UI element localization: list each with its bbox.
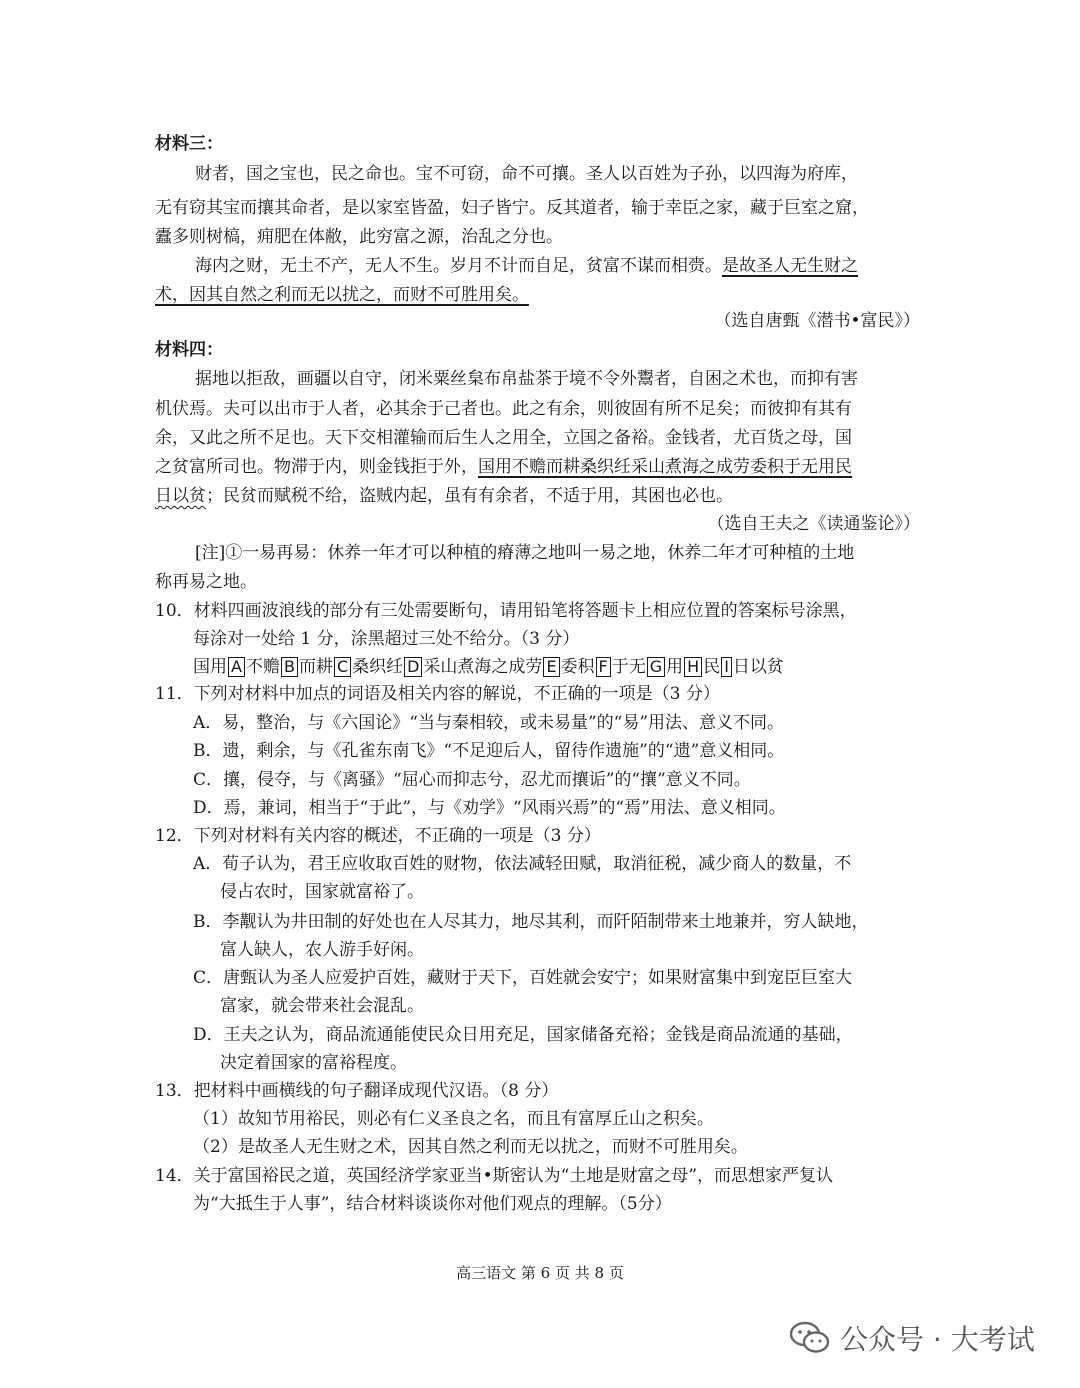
question-11-stem: 11．下列对材料中加点的词语及相关内容的解说，不正确的一项是（3 分） — [155, 684, 720, 704]
material-3-line: 财者，国之宝也，民之命也。宝不可窃，命不可攘。圣人以百姓为子孙，以四海为府库， — [195, 164, 858, 184]
question-10-stem: 10．材料四画波浪线的部分有三处需要断句，请用铅笔将答题卡上相应位置的答案标号涂黑， — [155, 601, 857, 621]
wavy-underlined-text: 日以贫 — [155, 486, 206, 506]
annotation-note: 称再易之地。 — [155, 572, 257, 592]
question-11-option-c[interactable]: C．攘，侵夺，与《离骚》“屈心而抑志兮，忍尤而攘诟”的“攘”意义不同。 — [193, 770, 751, 790]
material-3-line — [195, 255, 858, 277]
segment: 于无 — [611, 657, 646, 677]
segment: 而耕 — [298, 657, 333, 677]
segment: 民 — [703, 657, 721, 677]
question-12-option-a-cont: 侵占农时，国家就富裕了。 — [220, 882, 424, 902]
material-3-line — [155, 284, 529, 306]
sentence-break-options — [193, 656, 784, 678]
underlined-sentence: 术，因其自然之利而无以扰之，而财不可胜用矣。 — [155, 285, 529, 305]
material-3-source: （选自唐甄《潜书•富民》） — [714, 311, 920, 331]
material-4-line — [155, 485, 733, 507]
segment: 桑织纴 — [352, 657, 404, 677]
break-mark-box[interactable]: B — [281, 657, 298, 677]
segment: 不赡 — [245, 657, 280, 677]
question-11-option-b[interactable]: B．遗，剩余，与《孔雀东南飞》“不足迎后人，留待作遗施”的“遗”意义相同。 — [193, 741, 785, 761]
material-3-text: 海内之财，无土不产，无人不生。岁月不计而自足，贫富不谋而相赍。 — [195, 256, 722, 276]
material-4-source: （选自王夫之《读通鉴论》） — [707, 514, 920, 534]
material-3-line: 无有窃其宝而攘其命者，是以家室皆盈，妇子皆宁。反其道者，输于幸臣之家，藏于巨室之窟， — [155, 198, 869, 218]
question-12-option-d[interactable]: D．王夫之认为，商品流通能使民众日用充足，国家储备充裕；金钱是商品流通的基础， — [193, 1025, 853, 1045]
break-mark-box[interactable]: E — [543, 657, 559, 677]
break-mark-box[interactable]: H — [684, 657, 702, 677]
material-4-line: 据地以拒敌，画疆以自守，闭米粟丝枲布帛盐茶于境不令外鬻者，自困之术也，而抑有害 — [195, 369, 858, 389]
annotation-note: [注]①一易再易：休养一年才可以种植的瘠薄之地叫一易之地，休养二年才可种植的土地 — [195, 543, 855, 563]
question-11-option-a[interactable]: A．易，整治，与《六国论》“当与秦相较，或未易量”的“易”用法、意义不同。 — [193, 713, 785, 733]
question-12-option-c[interactable]: C．唐甄认为圣人应爱护百姓，藏财于天下，百姓就会安宁；如果财富集中到宠臣巨室大 — [193, 968, 853, 988]
segment: 采山煮海之成劳 — [423, 657, 543, 677]
break-mark-box[interactable]: D — [404, 657, 422, 677]
page-footer: 高三语文 第 6 页 共 8 页 — [456, 1264, 624, 1282]
underlined-sentence: 国用不赡而耕桑织纴采山煮海之成劳委积于无用民 — [478, 457, 852, 477]
watermark-text: 公众号 · 大考试 — [840, 1323, 1035, 1356]
segment: 委积 — [560, 657, 595, 677]
question-12-option-a[interactable]: A．荀子认为，君王应收取百姓的财物，依法减轻田赋，取消征税，减少商人的数量，不 — [193, 854, 852, 874]
segment: 日以贫 — [732, 657, 784, 677]
question-12-option-b[interactable]: B．李觏认为井田制的好处也在人尽其力，地尽其利，而阡陌制带来土地兼并，穷人缺地， — [193, 912, 869, 932]
question-10-stem: 每涂对一处给 1 分，涂黑超过三处不给分。（3 分） — [193, 629, 580, 649]
material-4-text: ；民贫而赋税不给，盗贼内起，虽有有余者，不适于用，其困也必也。 — [206, 486, 733, 506]
question-12-option-b-cont: 富人缺人，农人游手好闲。 — [220, 940, 424, 960]
break-mark-box[interactable]: I — [721, 657, 732, 677]
segment: 用 — [666, 657, 684, 677]
material-4-line — [155, 456, 852, 478]
break-mark-box[interactable]: C — [334, 657, 351, 677]
question-14-stem: 为“大抵生于人事”，结合材料谈谈你对他们观点的理解。（5分） — [193, 1194, 672, 1214]
question-12-option-d-cont: 决定着国家的富裕程度。 — [220, 1053, 407, 1073]
question-13-sentence-1: （1）故知节用裕民，则必有仁义圣良之名，而且有富厚丘山之积矣。 — [193, 1109, 714, 1129]
material-4-line: 机伏焉。夫可以出市于人者，必其余于己者也。此之有余，则彼固有所不足矣；而彼抑有其有 — [155, 399, 852, 419]
question-13-sentence-2: （2）是故圣人无生财之术，因其自然之利而无以扰之，而财不可胜用矣。 — [193, 1137, 748, 1157]
material-3-heading: 材料三： — [155, 134, 223, 154]
underlined-sentence: 是故圣人无生财之 — [722, 256, 858, 276]
segment: 国用 — [193, 657, 227, 677]
question-13-stem: 13．把材料中画横线的句子翻译成现代汉语。（8 分） — [155, 1081, 559, 1101]
material-4-line: 余，又此之所不足也。天下交相灌输而后生人之用全，立国之备裕。金钱者，尤百货之母，国 — [155, 428, 852, 448]
question-14-stem: 14．关于富国裕民之道，英国经济学家亚当•斯密认为“土地是财富之母”，而思想家严复认 — [155, 1166, 834, 1186]
material-4-heading: 材料四： — [155, 340, 223, 360]
watermark — [790, 1318, 1035, 1358]
question-11-option-d[interactable]: D．焉，兼词，相当于“于此”，与《劝学》“风雨兴焉”的“焉”用法、意义相同。 — [193, 798, 786, 818]
break-mark-box[interactable]: A — [228, 657, 245, 677]
question-12-stem: 12．下列对材料有关内容的概述，不正确的一项是（3 分） — [155, 826, 601, 846]
question-12-option-c-cont: 富家，就会带来社会混乱。 — [220, 996, 424, 1016]
wechat-icon — [790, 1321, 830, 1355]
material-4-text: 之贫富所司也。物滞于内，则金钱拒于外， — [155, 457, 478, 477]
break-mark-box[interactable]: F — [596, 657, 611, 677]
break-mark-box[interactable]: G — [647, 657, 665, 677]
material-3-line: 蠹多则树槁，痈肥在体敝，此穷富之源，治乱之分也。 — [155, 227, 563, 247]
